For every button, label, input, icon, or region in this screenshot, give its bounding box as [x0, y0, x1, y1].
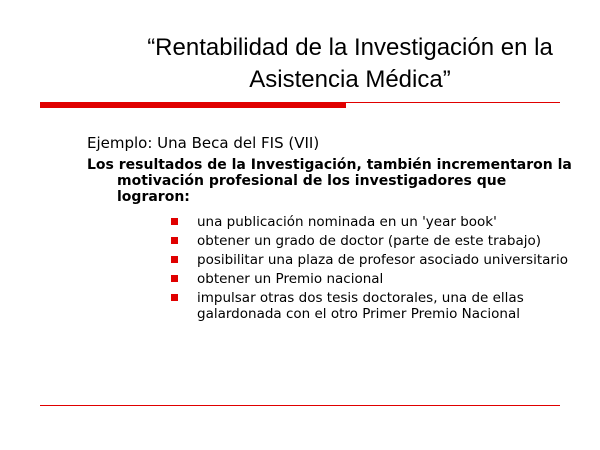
example-heading: Ejemplo: Una Beca del FIS (VII): [87, 134, 320, 152]
lead-paragraph: Los resultados de la Investigación, también incrementaron la motivación profesional de los investigadores que lograron:: [87, 157, 572, 205]
red-square-bullet-icon: [171, 218, 178, 225]
red-square-bullet-icon: [171, 275, 178, 282]
list-item-text: obtener un Premio nacional: [197, 271, 384, 287]
red-square-bullet-icon: [171, 256, 178, 263]
slide-title-line-1: “Rentabilidad de la Investigación en la: [147, 34, 553, 61]
list-item: [170, 214, 580, 230]
list-item-text: impulsar otras dos tesis doctorales, una de ellas galardonada con el otro Primer Premio Nacional: [197, 290, 524, 322]
list-item: [170, 290, 580, 322]
red-square-bullet-icon: [171, 294, 178, 301]
list-item: [170, 271, 580, 287]
list-item: [170, 252, 580, 268]
list-item-text: obtener un grado de doctor (parte de este trabajo): [197, 233, 542, 249]
slide-title-line-2: Asistencia Médica”: [249, 66, 451, 93]
slide-title: [100, 32, 600, 96]
title-divider-thick: [40, 102, 346, 108]
list-item-text: posibilitar una plaza de profesor asociado universitario: [197, 252, 568, 268]
results-list: [170, 214, 580, 325]
list-item: [170, 233, 580, 249]
red-square-bullet-icon: [171, 237, 178, 244]
footer-divider: [40, 405, 560, 406]
list-item-text: una publicación nominada en un 'year book': [197, 214, 497, 230]
